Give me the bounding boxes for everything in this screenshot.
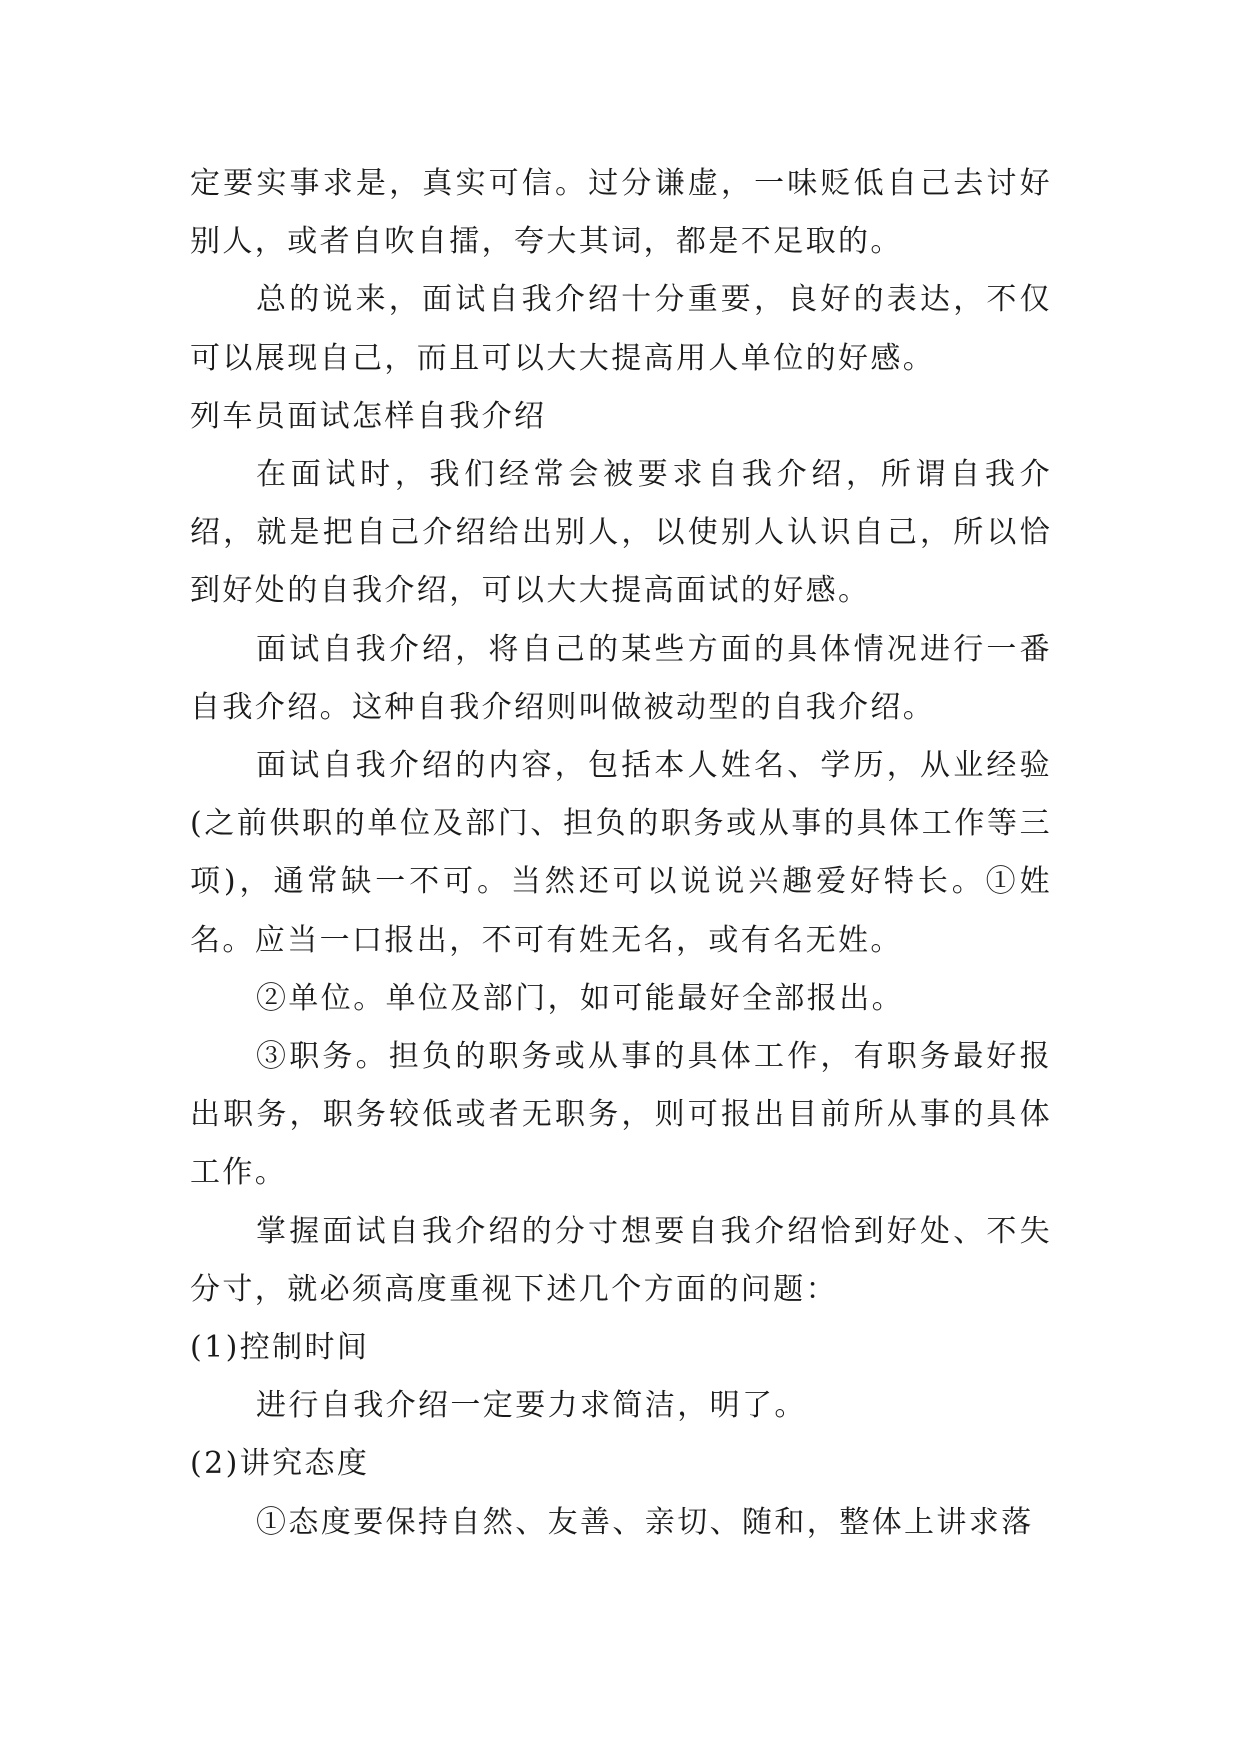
paragraph-summary: 总的说来，面试自我介绍十分重要，良好的表达，不仅可以展现自己，而且可以大大提高用人单位的好感。 xyxy=(190,282,1052,376)
paragraph-intro: 在面试时，我们经常会被要求自我介绍，所谓自我介绍，就是把自己介绍给出别人，以使别人认识自己，所以恰到好处的自我介绍，可以大大提高面试的好感。 xyxy=(190,457,1052,609)
list-heading-attitude: (2)讲究态度 xyxy=(190,1446,370,1482)
paragraph-position: ③职务。担负的职务或从事的具体工作，有职务最好报出职务，职务较低或者无职务，则可报出目前所从事的具体工作。 xyxy=(190,1039,1052,1191)
document-body xyxy=(190,155,1052,1552)
paragraph-attitude: ①态度要保持自然、友善、亲切、随和，整体上讲求落 xyxy=(256,1504,1034,1540)
paragraph-time: 进行自我介绍一定要力求简洁，明了。 xyxy=(256,1388,807,1424)
paragraph-continuation: 定要实事求是，真实可信。过分谦虚，一味贬低自己去讨好别人，或者自吹自擂，夸大其词，都是不足取的。 xyxy=(190,166,1052,260)
section-heading: 列车员面试怎样自我介绍 xyxy=(190,398,547,434)
paragraph-content: 面试自我介绍的内容，包括本人姓名、学历，从业经验(之前供职的单位及部门、担负的职务或从事的具体工作等三项)，通常缺一不可。当然还可以说说兴趣爱好特长。①姓名。应当一口报出，不可有姓无名，或有名无姓。 xyxy=(190,748,1052,958)
paragraph-passive-intro: 面试自我介绍，将自己的某些方面的具体情况进行一番自我介绍。这种自我介绍则叫做被动型的自我介绍。 xyxy=(190,631,1052,725)
list-heading-time: (1)控制时间 xyxy=(190,1330,370,1366)
paragraph-measure: 掌握面试自我介绍的分寸想要自我介绍恰到好处、不失分寸，就必须高度重视下述几个方面的问题： xyxy=(190,1213,1052,1307)
paragraph-unit: ②单位。单位及部门，如可能最好全部报出。 xyxy=(256,980,904,1016)
